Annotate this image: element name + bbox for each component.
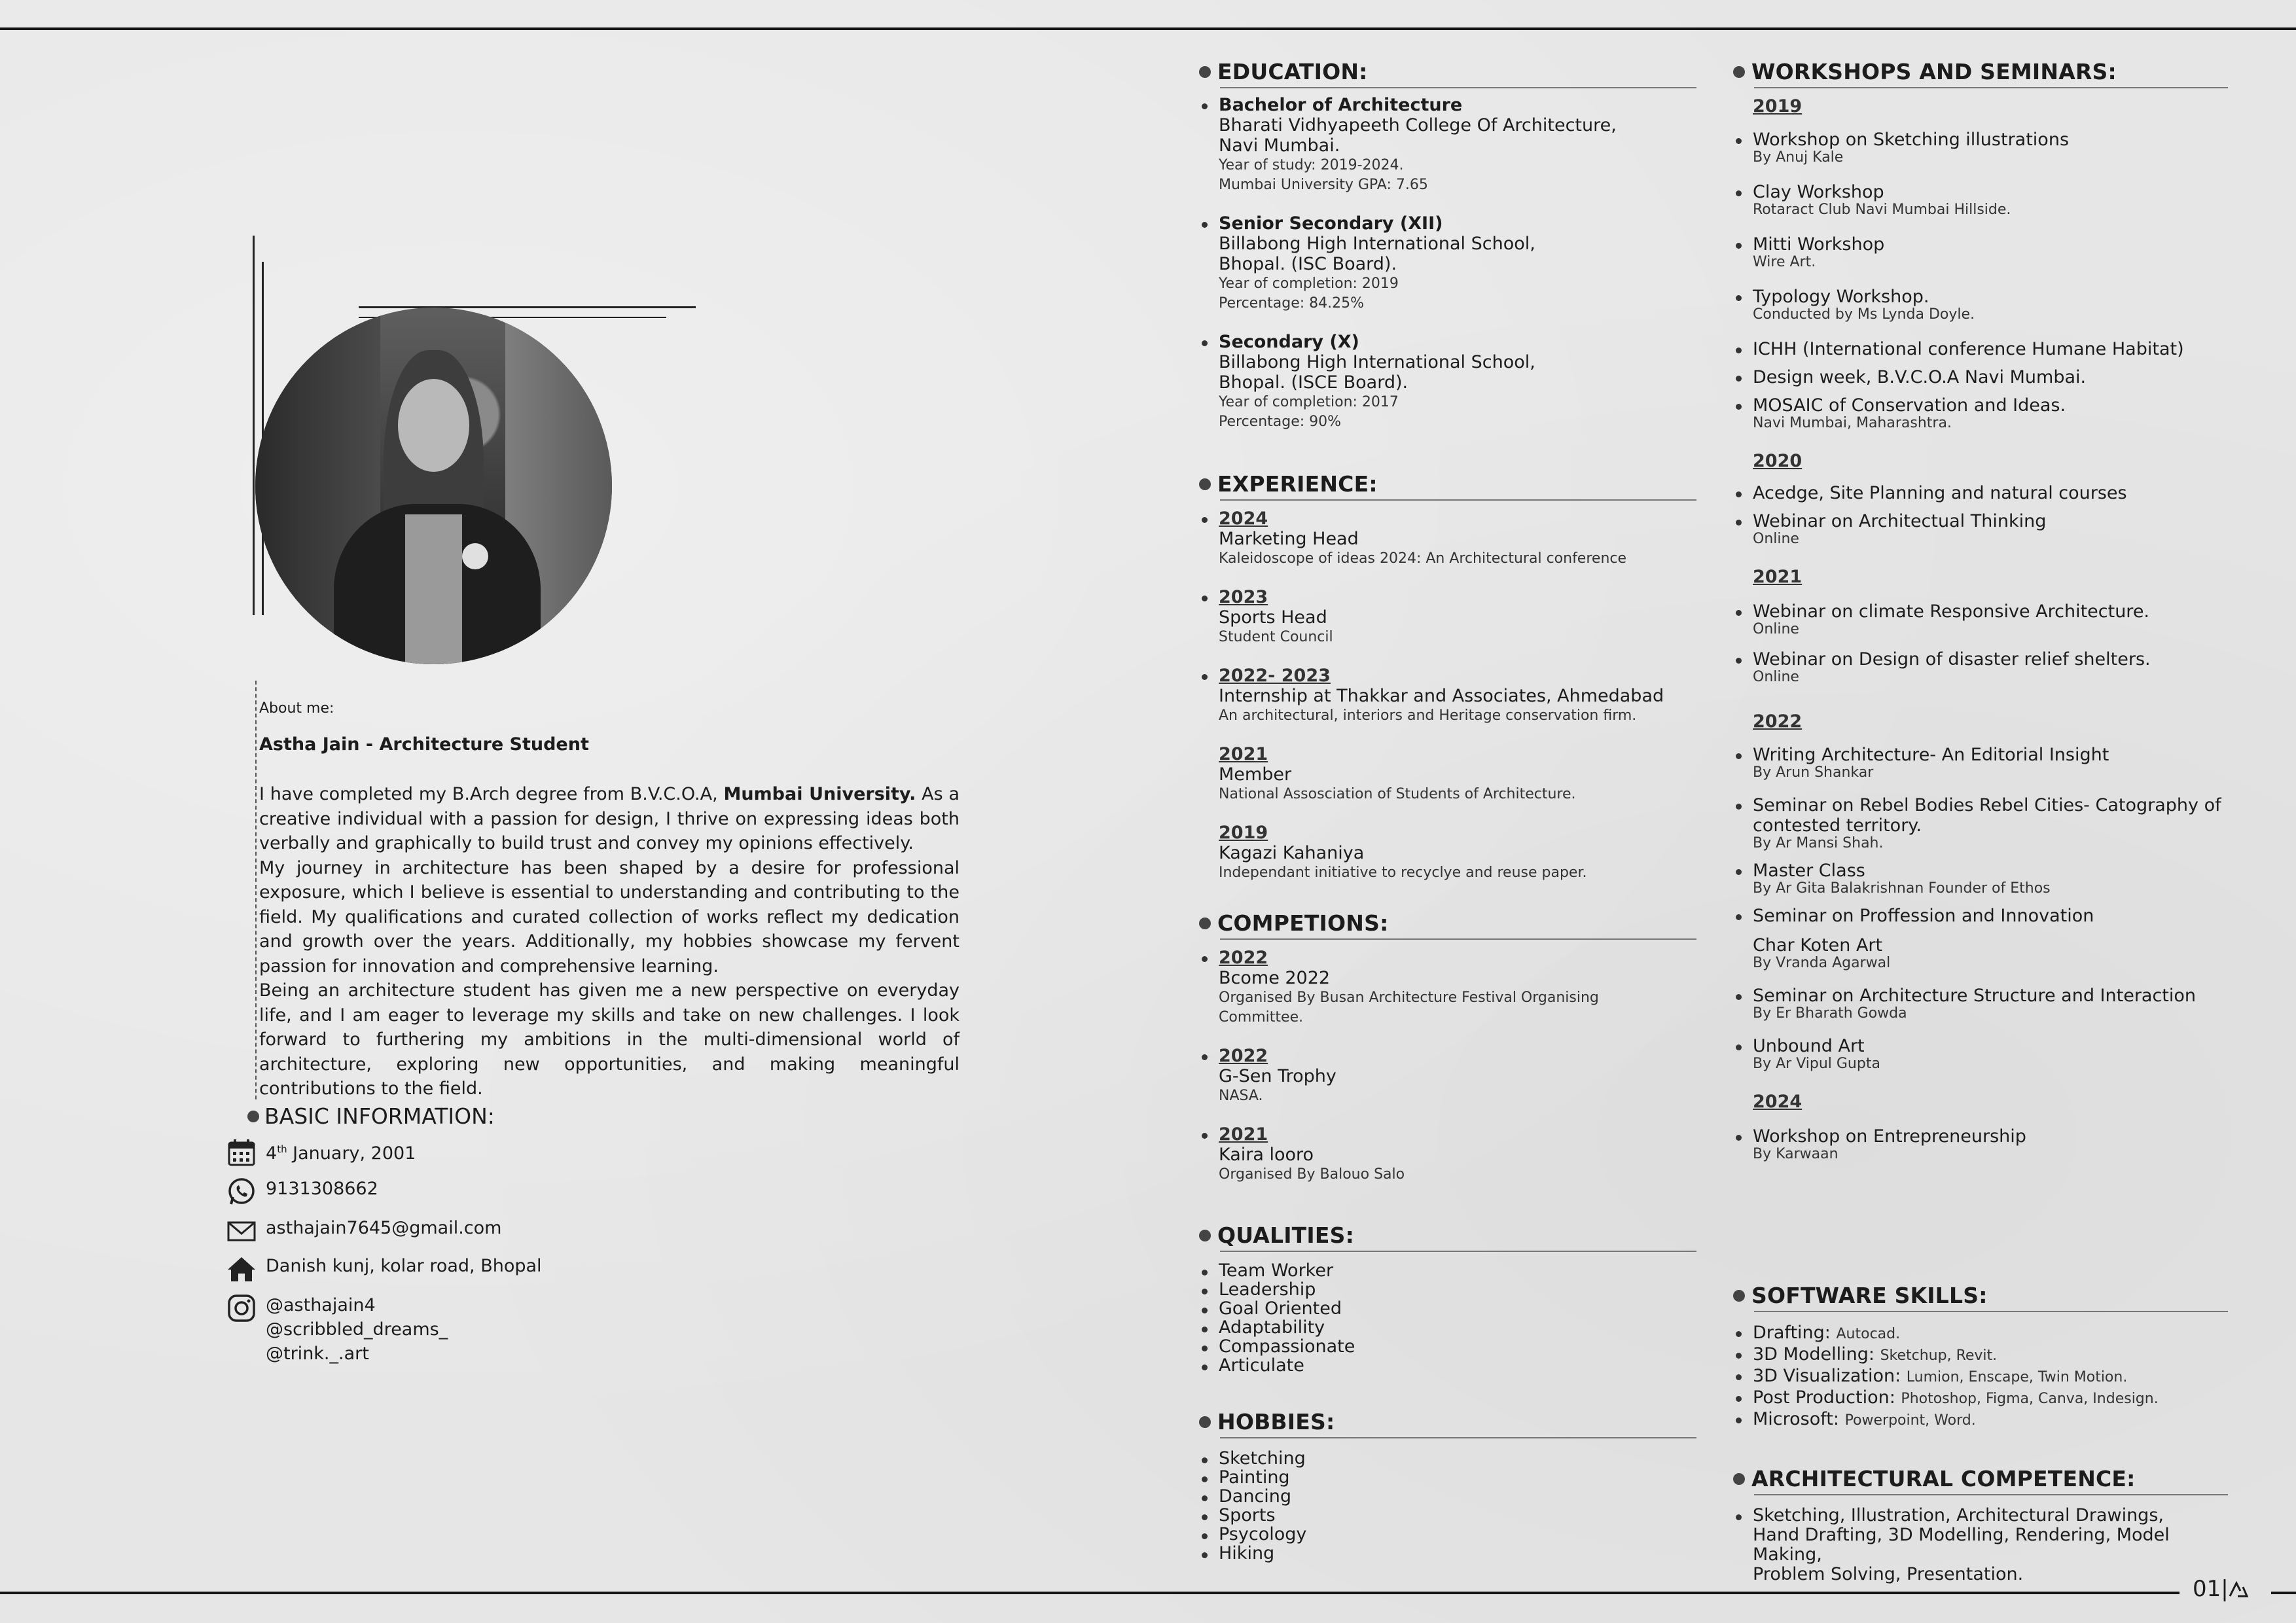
about-paragraph-2: My journey in architecture has been shaped by a desire for professional exposure, which I believe is essential to understanding and contributing to the field. My qualifications and curated collection of works reflect my dedication and growth over the years. Additionally, my hobbies showcase my fervent passion for innovation and comprehensive learning. <box>259 857 960 976</box>
list-item: Sports <box>1199 1506 1696 1525</box>
competence-text: Sketching, Illustration, Architectural Drawings, Hand Drafting, 3D Modelling, Rendering, Model Making, Problem Solving, Presentation. <box>1733 1506 2228 1584</box>
workshop-item: Seminar on Architecture Structure and Interaction By Er Bharath Gowda <box>1733 986 2228 1022</box>
page-number: 01| <box>2193 1576 2248 1602</box>
hobbies-list <box>1199 1449 1696 1563</box>
instagram-handles: @asthajain4 @scribbled_dreams_ @trink._.art <box>266 1295 448 1364</box>
competitions-title: COMPETIONS: <box>1199 910 1696 936</box>
workshop-item: Master Class By Ar Gita Balakrishnan Founder of Ethos <box>1733 861 2228 897</box>
home-icon <box>226 1254 257 1284</box>
software-title: SOFTWARE SKILLS: <box>1733 1283 2228 1308</box>
dob-text: 4th January, 2001 <box>266 1143 416 1164</box>
workshops-title: WORKSHOPS AND SEMINARS: <box>1733 59 2228 84</box>
list-item: 3D Visualization: Lumion, Enscape, Twin Motion. <box>1733 1366 2228 1387</box>
workshop-item: Mitti Workshop Wire Art. <box>1733 234 2228 270</box>
basic-title: BASIC INFORMATION: <box>264 1103 495 1129</box>
top-rule <box>0 27 2296 30</box>
phone-text: 9131308662 <box>266 1179 378 1199</box>
workshop-item: Design week, B.V.C.O.A Navi Mumbai. <box>1733 367 2228 387</box>
workshop-item: Workshop on Entrepreneurship By Karwaan <box>1733 1126 2228 1162</box>
address-row <box>226 1254 542 1284</box>
email-text: asthajain7645@gmail.com <box>266 1218 502 1238</box>
list-item: Microsoft: Powerpoint, Word. <box>1733 1409 2228 1431</box>
about-name: Astha Jain - Architecture Student <box>259 734 589 755</box>
bottom-rule-end <box>2271 1592 2296 1594</box>
workshop-item: Workshop on Sketching illustrations By Anuj Kale <box>1733 130 2228 166</box>
workshop-item: Acedge, Site Planning and natural courses <box>1733 483 2228 503</box>
qualities-title: QUALITIES: <box>1199 1222 1696 1248</box>
middle-column <box>1199 59 1696 1563</box>
workshop-item: Seminar on Rebel Bodies Rebel Cities- Catography of contested territory. By Ar Mansi Shah. <box>1733 795 2228 851</box>
about-paragraph-3: Being an architecture student has given me a new perspective on everyday life, and I am eager to leverage my skills and take on new challenges. I look forward to furthering my ambitions in the multi-dimensional world of architecture, exploring new opportunities, and making meaningful contributions to the field. <box>259 980 960 1099</box>
workshop-item: Webinar on climate Responsive Architecture. Online <box>1733 601 2228 637</box>
year-heading: 2019 <box>1753 96 1803 116</box>
logo-icon <box>2229 1577 2248 1594</box>
list-item: Sketching <box>1199 1449 1696 1468</box>
profile-photo <box>255 308 612 664</box>
instagram-row <box>226 1293 448 1366</box>
list-item: Compassionate <box>1199 1337 1696 1356</box>
list-item: Hiking <box>1199 1544 1696 1563</box>
decor-vline-1 <box>253 236 255 615</box>
competence-title: ARCHITECTURAL COMPETENCE: <box>1733 1466 2228 1491</box>
workshop-item: Typology Workshop. Conducted by Ms Lynda Doyle. <box>1733 287 2228 323</box>
right-column <box>1733 59 2228 1162</box>
list-item: 3D Modelling: Sketchup, Revit. <box>1733 1344 2228 1366</box>
email-row <box>226 1216 501 1246</box>
list-item: Team Worker <box>1199 1261 1696 1280</box>
basic-bullet <box>247 1111 259 1122</box>
education-title: EDUCATION: <box>1199 59 1696 84</box>
qualities-list <box>1199 1261 1696 1375</box>
calendar-icon <box>226 1137 257 1168</box>
experience-item: 2023 Sports Head Student Council <box>1199 587 1696 647</box>
workshop-item: Webinar on Architectual Thinking Online <box>1733 511 2228 547</box>
workshop-item: Seminar on Proffession and Innovation Char Koten Art By Vranda Agarwal <box>1733 906 2228 971</box>
list-item: Dancing <box>1199 1487 1696 1506</box>
envelope-icon <box>226 1216 257 1246</box>
phone-row <box>226 1177 378 1207</box>
experience-item: 2021 Member National Assosciation of Students of Architecture. <box>1219 744 1576 802</box>
list-item: Post Production: Photoshop, Figma, Canva, Indesign. <box>1733 1387 2228 1409</box>
list-item: Adaptability <box>1199 1318 1696 1337</box>
workshop-item: Webinar on Design of disaster relief shelters. Online <box>1733 649 2228 685</box>
software-section <box>1733 1283 2228 1431</box>
decor-dashed-line <box>255 681 257 1099</box>
hobbies-title: HOBBIES: <box>1199 1409 1696 1435</box>
about-text <box>259 782 960 1101</box>
experience-item: 2019 Kagazi Kahaniya Independant initiative to recyclye and reuse paper. <box>1219 823 1587 881</box>
education-item: Bachelor of Architecture Bharati Vidhyapeeth College Of Architecture, Navi Mumbai. Year of study: 2019-2024. Mumbai University GPA: 7.65 <box>1199 95 1696 195</box>
dob-row <box>226 1137 416 1168</box>
education-item: Secondary (X) Billabong High International School, Bhopal. (ISCE Board). Year of completion: 2017 Percentage: 90% <box>1199 332 1696 432</box>
about-label: About me: <box>259 700 334 717</box>
instagram-icon <box>226 1293 257 1323</box>
list-item: Drafting: Autocad. <box>1733 1323 2228 1344</box>
workshop-item: Clay Workshop Rotaract Club Navi Mumbai Hillside. <box>1733 182 2228 218</box>
competition-item: 2022 G-Sen Trophy NASA. <box>1199 1046 1696 1106</box>
list-item: Leadership <box>1199 1280 1696 1299</box>
list-item: Goal Oriented <box>1199 1299 1696 1318</box>
list-item: Painting <box>1199 1468 1696 1487</box>
competence-section <box>1733 1466 2228 1584</box>
list-item: Articulate <box>1199 1356 1696 1375</box>
workshop-item: Unbound Art By Ar Vipul Gupta <box>1733 1036 2228 1072</box>
workshop-item: Writing Architecture- An Editorial Insight By Arun Shankar <box>1733 745 2228 781</box>
education-item: Senior Secondary (XII) Billabong High International School, Bhopal. (ISC Board). Year of completion: 2019 Percentage: 84.25% <box>1199 213 1696 313</box>
experience-item: 2024 Marketing Head Kaleidoscope of ideas 2024: An Architectural conference <box>1199 508 1696 569</box>
year-heading: 2020 <box>1753 451 1803 471</box>
bottom-rule <box>0 1592 2179 1594</box>
whatsapp-icon <box>226 1177 257 1207</box>
competition-item: 2022 Bcome 2022 Organised By Busan Architecture Festival Organising Committee. <box>1199 948 1696 1027</box>
year-heading: 2021 <box>1753 567 1803 587</box>
address-text: Danish kunj, kolar road, Bhopal <box>266 1256 542 1276</box>
workshop-item: MOSAIC of Conservation and Ideas. Navi Mumbai, Maharashtra. <box>1733 395 2228 431</box>
year-heading: 2024 <box>1753 1092 1803 1112</box>
year-heading: 2022 <box>1753 711 1803 732</box>
workshop-item: ICHH (International conference Humane Habitat) <box>1733 339 2228 359</box>
about-paragraph-1: I have completed my B.Arch degree from B.V.C.O.A, Mumbai University. As a creative individual with a passion for design, I thrive on expressing ideas both verbally and graphically to build trust and convey my opinions effectively. <box>259 784 960 853</box>
experience-item: 2022- 2023 Internship at Thakkar and Associates, Ahmedabad An architectural, interiors and Heritage conservation firm. <box>1199 666 1696 726</box>
competition-item: 2021 Kaira looro Organised By Balouo Salo <box>1199 1124 1696 1185</box>
experience-title: EXPERIENCE: <box>1199 471 1696 497</box>
list-item: Psycology <box>1199 1525 1696 1544</box>
